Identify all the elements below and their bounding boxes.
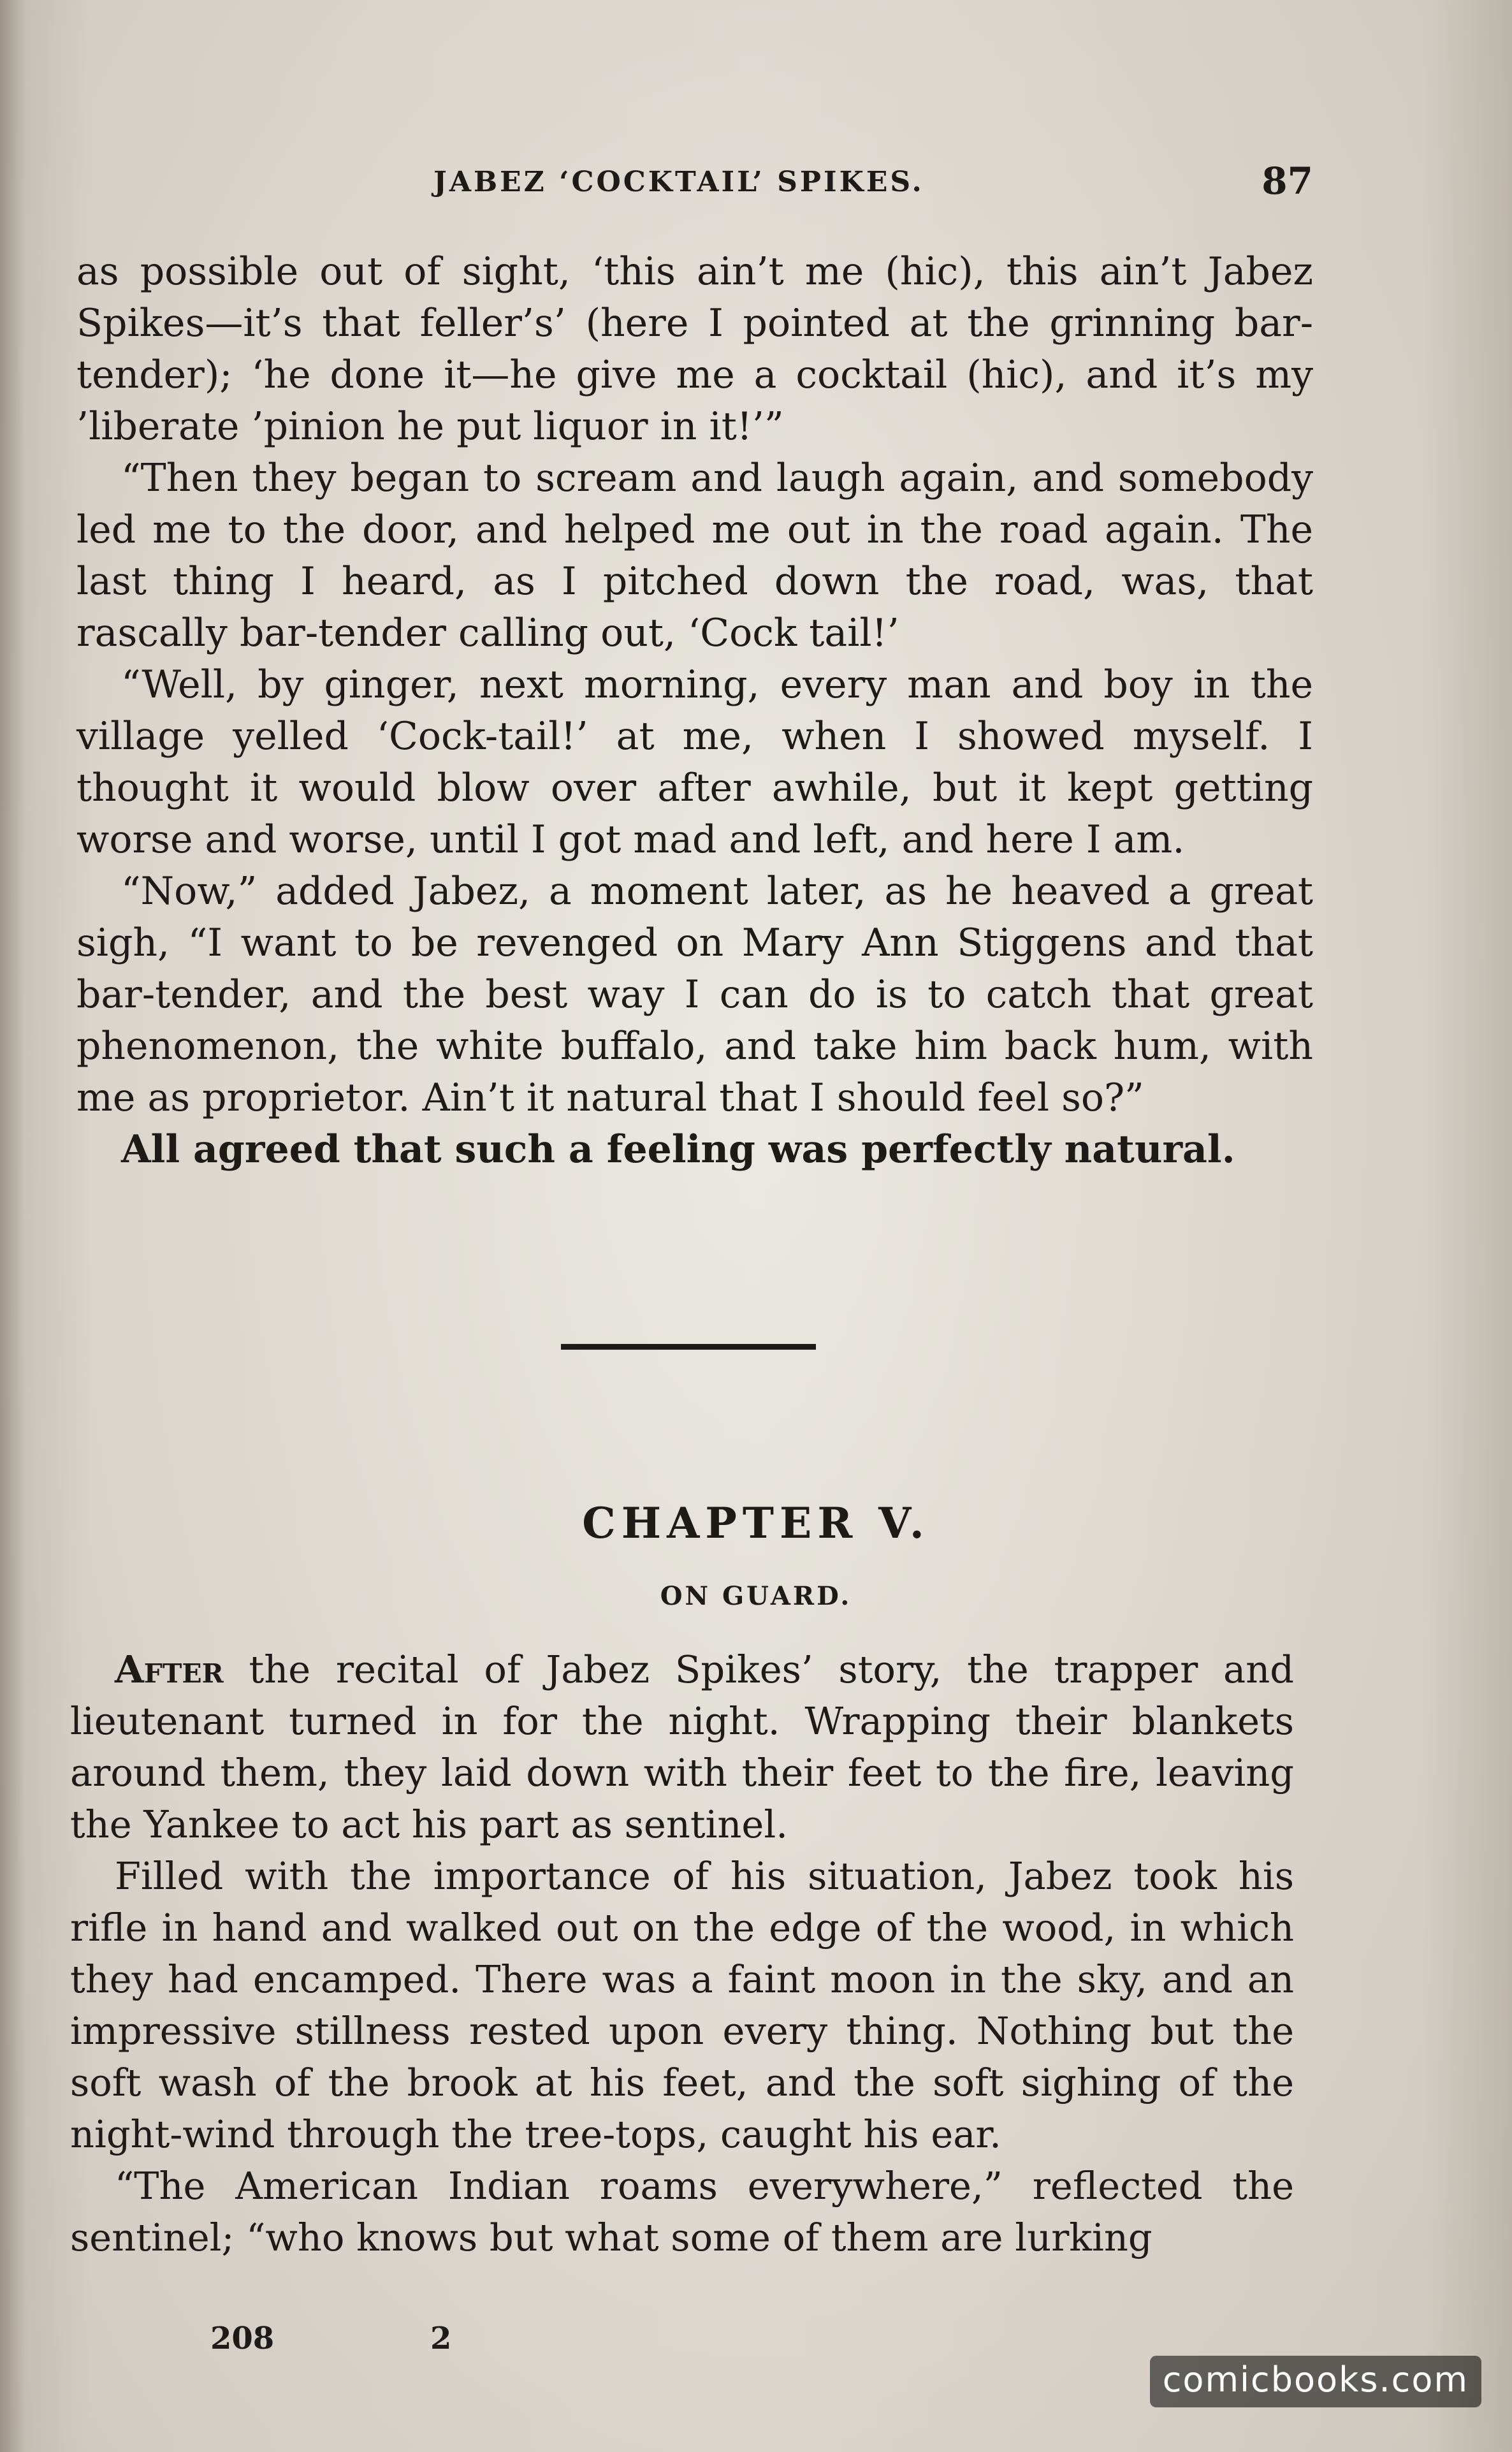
sheet-number: 2 (430, 2321, 452, 2356)
paragraph-text: the recital of Jabez Spikes’ story, the trapper and lieutenant turned in for the night. Wrapping their blankets around them, they laid down with their feet to the fire, leaving the Yankee to act his part as sentinel. (70, 1647, 1294, 1846)
printer-signature: 208 (210, 2321, 275, 2356)
paragraph: “Well, by ginger, next morning, every man and boy in the village yelled ‘Cock-tail!’ at me, when I showed myself. I thought it would blow over after awhile, but it kept getting worse and worse, until I got mad and left, and here I am. (76, 662, 1313, 862)
running-title: JABEZ ‘COCKTAIL’ SPIKES. (433, 166, 924, 198)
page-edge-shadow (0, 0, 25, 2452)
paragraph-closing: All agreed that such a feeling was perfectly natural. (121, 1127, 1235, 1172)
running-head (76, 159, 1313, 210)
paragraph: “Now,” added Jabez, a moment later, as he heaved a great sigh, “I want to be revenged on Mary Ann Stiggens and that bar-tender, and the best way I can do is to catch that great phenomenon, the white buffalo, and take him back hum, with me as proprietor. Ain’t it natural that I should feel so?” (76, 869, 1313, 1120)
body-text-lower (70, 1644, 1294, 2263)
site-watermark: comicbooks.com (1150, 2356, 1481, 2407)
paragraph-opening (70, 1644, 1294, 1850)
chapter-subtitle: ON GUARD. (660, 1581, 852, 1611)
lead-word: After (115, 1647, 224, 1691)
paragraph: “Then they began to scream and laugh again, and somebody led me to the door, and helped me out in the road again. The last thing I heard, as I pitched down the road, was, that rascally bar-tender calling out, ‘Cock tail!’ (76, 456, 1313, 655)
page-number: 87 (1261, 159, 1313, 203)
chapter-title: CHAPTER V. (582, 1498, 930, 1548)
body-text-upper (76, 246, 1313, 1176)
section-divider-rule (561, 1344, 816, 1350)
paragraph: Filled with the importance of his situation, Jabez took his rifle in hand and walked out on the edge of the wood, in which they had encamped. There was a faint moon in the sky, and an impressive stillness rested upon every thing. Nothing but the soft wash of the brook at his feet, and the soft sighing of the night-wind through the tree-tops, caught his ear. (70, 1854, 1294, 2156)
paragraph: “The American Indian roams everywhere,” reflected the sentinel; “who knows but what some of them are lurking (70, 2164, 1294, 2259)
paragraph: as possible out of sight, ‘this ain’t me (hic), this ain’t Jabez Spikes—it’s that feller’s’ (here I pointed at the grinning bar-tender); ‘he done it—he give me a cocktail (hic), and it’s my ’liberate ’pinion he put liquor in it!’” (76, 249, 1313, 449)
